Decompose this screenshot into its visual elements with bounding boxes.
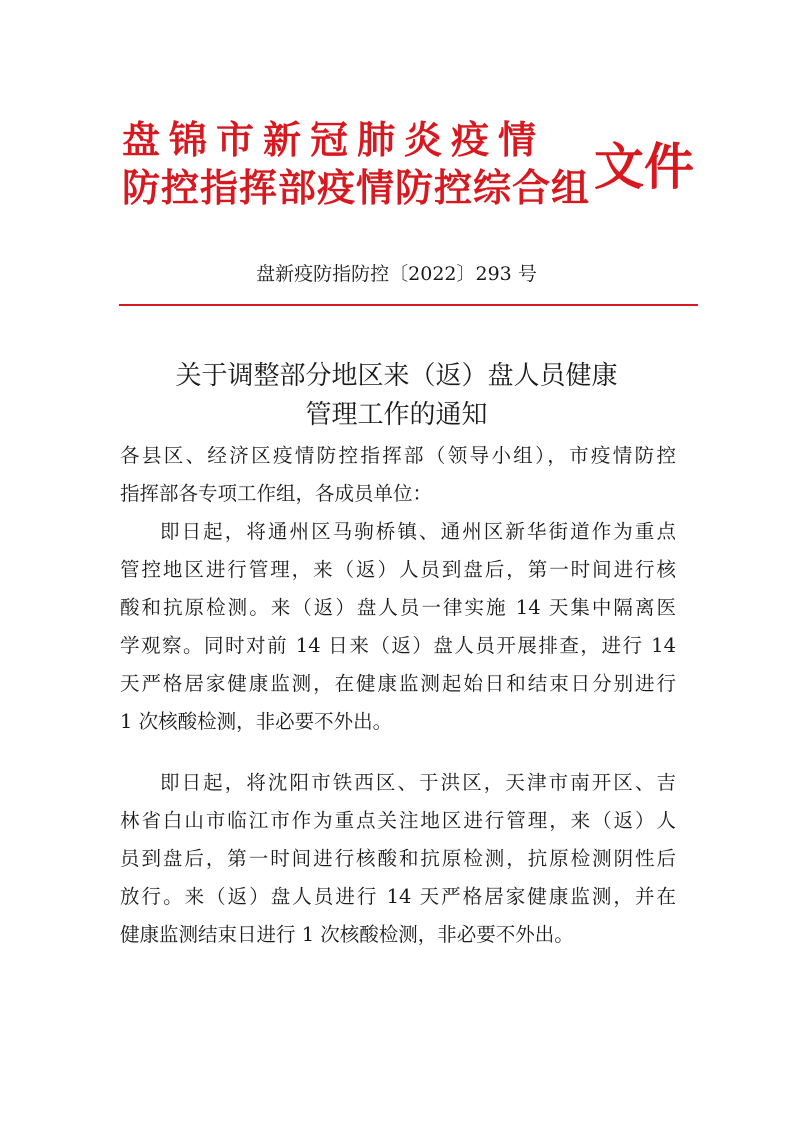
body-line: 天严格居家健康监测，在健康监测起始日和结束日分别进行 xyxy=(120,672,676,695)
header-issuer-line-2: 防控指挥部疫情防控综合组 xyxy=(122,166,591,210)
body-line: 林省白山市临江市作为重点关注地区进行管理，来（返）人 xyxy=(120,809,676,832)
document-title-line-2: 管理工作的通知 xyxy=(305,400,488,430)
body-line: 1 次核酸检测，非必要不外出。 xyxy=(120,710,393,733)
body-line: 放行。来（返）盘人员进行 14 天严格居家健康监测，并在 xyxy=(120,885,676,908)
body-line: 即日起，将通州区马驹桥镇、通州区新华街道作为重点 xyxy=(160,520,676,543)
body-line: 即日起，将沈阳市铁西区、于洪区，天津市南开区、吉 xyxy=(160,771,676,794)
document-header xyxy=(122,118,694,218)
document-number: 盘新疫防指防控〔2022〕293 号 xyxy=(256,263,537,285)
document-title-line-1: 关于调整部分地区来（返）盘人员健康 xyxy=(175,361,618,391)
body-line: 指挥部各专项工作组，各成员单位： xyxy=(120,482,433,505)
body-line: 酸和抗原检测。来（返）盘人员一律实施 14 天集中隔离医 xyxy=(120,596,676,619)
body-line: 员到盘后，第一时间进行核酸和抗原检测，抗原检测阴性后 xyxy=(120,847,676,870)
body-line: 管控地区进行管理，来（返）人员到盘后，第一时间进行核 xyxy=(120,558,676,581)
red-divider xyxy=(119,304,698,306)
body-line: 各县区、经济区疫情防控指挥部（领导小组），市疫情防控 xyxy=(120,444,676,467)
header-issuer-line-1: 盘锦市新冠肺炎疫情 xyxy=(122,118,546,162)
header-suffix: 文件 xyxy=(594,138,694,196)
body-line: 学观察。同时对前 14 日来（返）盘人员开展排查，进行 14 xyxy=(120,634,676,657)
body-line: 健康监测结束日进行 1 次核酸检测，非必要不外出。 xyxy=(120,923,574,946)
